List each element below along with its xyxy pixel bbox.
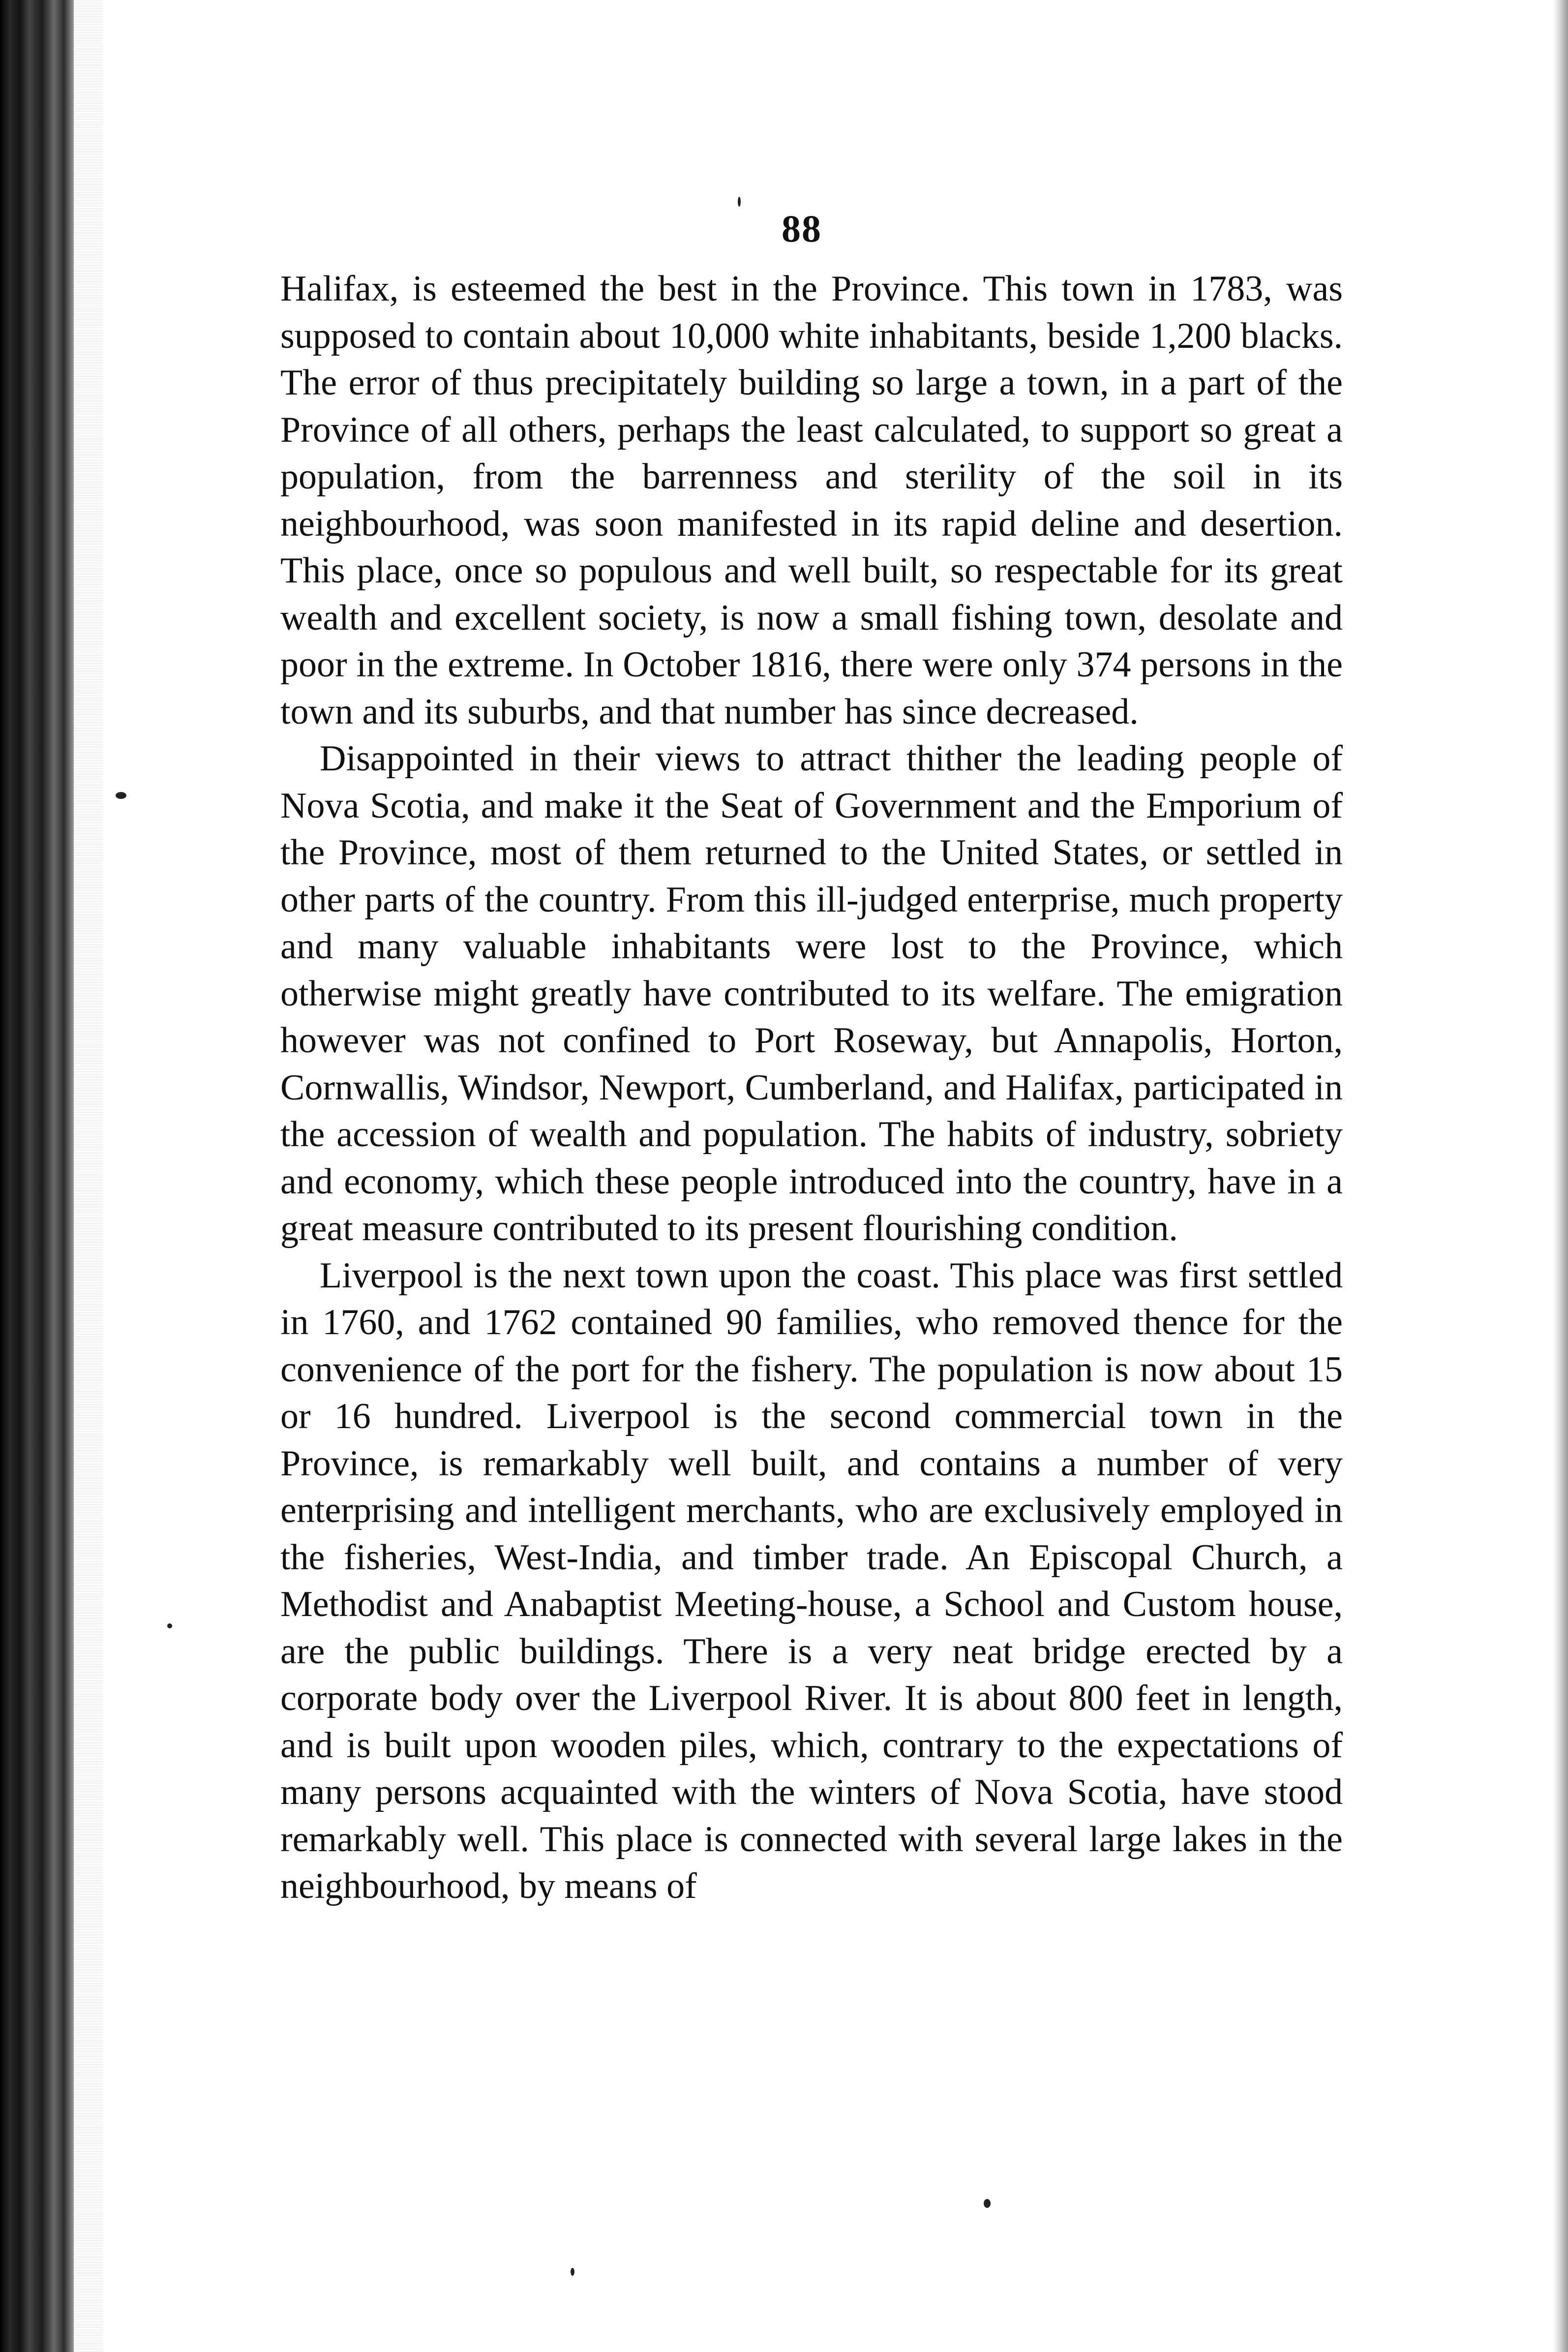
body-text xyxy=(280,266,1343,1910)
speck xyxy=(167,1623,172,1628)
page-edge-shadow xyxy=(1553,0,1568,2352)
page-binding-shadow xyxy=(0,0,74,2352)
binding-speckle xyxy=(74,0,103,2352)
speck xyxy=(984,2199,991,2208)
paragraph-halifax: Halifax, is esteemed the best in the Province. This town in 1783, was supposed to contain about 10,000 white inhabitants, beside 1,200 blacks. The error of thus precipitately building so large a town, in a part of the Province of all others, perhaps the least calculated, to support so great a population, from the barrenness and sterility of the soil in its neighbourhood, was soon manifested in its rapid deline and desertion. This place, once so populous and well built, so respectable for its great wealth and excellent society, is now a small fishing town, desolate and poor in the extreme. In October 1816, there were only 374 persons in the town and its suburbs, and that number has since decreased. xyxy=(280,269,1343,732)
speck xyxy=(571,2268,574,2276)
page-number: 88 xyxy=(782,207,822,250)
paragraph-disappointed: Disappointed in their views to attract thither the leading people of Nova Scotia, and make it the Seat of Government and the Emporium of the Province, most of them returned to the United States, or settled in other parts of the country. From this ill-judged enterprise, much property and many valuable inhabitants were lost to the Province, which otherwise might greatly have contributed to its welfare. The emigration however was not confined to Port Roseway, but Annapolis, Horton, Cornwallis, Windsor, Newport, Cumberland, and Halifax, participated in the accession of wealth and population. The habits of industry, sobriety and economy, which these people introduced into the country, have in a great measure contributed to its present flourishing condition. xyxy=(280,738,1343,1249)
speck xyxy=(116,792,126,799)
speck xyxy=(738,197,741,207)
paragraph-liverpool: Liverpool is the next town upon the coast. This place was first settled in 1760, and 1762 contained 90 families, who removed thence for the convenience of the port for the fishery. The population is now about 15 or 16 hundred. Liverpool is the second commercial town in the Province, is remarkably well built, and contains a number of very enterprising and intelligent merchants, who are exclusively employed in the fisheries, West-India, and timber trade. An Episcopal Church, a Methodist and Anabaptist Meeting-house, a School and Custom house, are the public buildings. There is a very neat bridge erected by a corporate body over the Liverpool River. It is about 800 feet in length, and is built upon wooden piles, which, contrary to the expectations of many persons acquainted with the winters of Nova Scotia, have stood remarkably well. This place is connected with several large lakes in the neighbourhood, by means of xyxy=(280,1255,1343,1906)
